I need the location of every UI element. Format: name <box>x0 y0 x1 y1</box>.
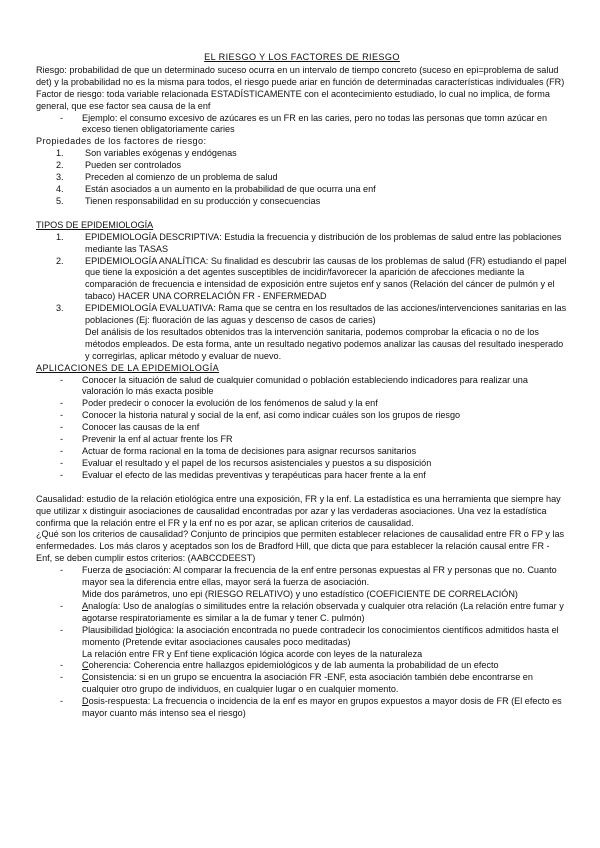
document-page <box>36 52 568 720</box>
spacer <box>36 482 568 494</box>
list-item <box>36 196 568 208</box>
criterios-paragraph: ¿Qué son los criterios de causalidad? Conjunto de principios que permiten establecer relaciones de causalidad entre FR o FP y las enfermedades. Los más claros y aceptados son los de Bradford Hill, que dicta que para establecer la relación causal entre FR - Enf, se deben cumplir estos criterios: (AABCCDEEST) <box>36 529 565 564</box>
list-item: - Evaluar el resultado y el papel de los recursos asistenciales y puestos a su disposición <box>36 458 568 470</box>
propiedades-list <box>36 148 568 208</box>
riesgo-definition: Riesgo: probabilidad de que un determinado suceso ocurra en un intervalo de tiempo concreto (suceso en epi=problema de salud det) y la probabilidad no es la misma para todos, el riesgo puede ariar en función de determinadas características individuales (FR) <box>36 64 565 87</box>
criterio-initial: C <box>82 660 89 671</box>
criterio-text: nalogía: Uso de analogías o similitudes entre la relación observada y cualquier otra relación (La relación entre fumar y agotarse respiratoriamente es similar a la de fumar y tener C. pulmón) <box>82 600 564 623</box>
list-item <box>36 172 568 184</box>
list-item <box>36 184 568 196</box>
list-item: - Ejemplo: el consumo excesivo de azúcares es un FR en las caries, pero no todas las personas que tomn azúcar en exceso tienen obligatoriamente caries <box>36 113 568 137</box>
propiedades-heading: Propiedades de los factores de riesgo: <box>36 136 207 147</box>
criterio-initial: b <box>135 624 141 635</box>
list-item <box>36 696 568 720</box>
item-text: Son variables exógenas y endógenas <box>85 148 237 159</box>
criterio-text: sociación: Al comparar la frecuencia de la enf entre personas expuestas al FR y personas que no. Cuanto mayor sea la diferencia entre ellas, mayor será la fuerza de asociación. <box>82 565 557 588</box>
factor-riesgo-definition: Factor de riesgo: toda variable relacionada ESTADÍSTICAMENTE con el acontecimiento estudiado, lo cual no implica, de forma general, que ese factor sea causa de la enf <box>36 88 550 111</box>
list-item: - Prevenir la enf al actuar frente los FR <box>36 434 568 446</box>
item-number: 4. <box>56 183 64 194</box>
item-number: 1. <box>56 231 64 242</box>
criterio-initial: D <box>82 696 89 707</box>
list-item <box>36 148 568 160</box>
criterio-initial: a <box>125 565 131 576</box>
item-text: Pueden ser controlados <box>85 160 182 171</box>
list-item <box>36 232 568 256</box>
item-number: 3. <box>56 303 64 314</box>
tipos-heading: TIPOS DE EPIDEMIOLOGÍA <box>36 219 154 230</box>
list-item <box>36 672 568 696</box>
list-item: - Evaluar el efecto de las medidas preventivas y terapéuticas para hacer frente a la enf <box>36 470 568 482</box>
item-number: 2. <box>56 160 64 171</box>
item-text: Preceden al comienzo de un problema de salud <box>85 172 278 183</box>
ejemplo-list <box>36 113 568 137</box>
list-item: - Poder predecir o conocer la evolución de los fenómenos de salud y la enf <box>36 398 568 410</box>
criterio-extra-text: Mide dos parámetros, uno epi (RIESGO RELATIVO) y uno estadístico (COEFICIENTE DE CORRELACIÓN) <box>82 588 518 599</box>
item-text: EPIDEMIOLOGÍA ANALÍTICA: Su finalidad es descubrir las causas de los problemas de salud (FR) estudiando el papel que tiene la exposición a det agentes susceptibles de incidir/favorecer la aparición de afecciones mediante la comparación de frecuencia e intensidad de exposición entre sujetos enf y sanos (Relación del cáncer de pulmón y el tabaco) HACER UNA CORRELACIÓN FR - ENFERMEDAD <box>85 255 567 302</box>
criterio-text: iológica: la asociación encontrada no puede contradecir los conocimientos científicos admitidos hasta el momento (Pretende evitar asociaciones causales poco meditadas) <box>82 624 559 647</box>
page-title: EL RIESGO Y LOS FACTORES DE RIESGO <box>204 52 400 62</box>
criterio-prefix: Fuerza de <box>82 565 126 576</box>
list-item: - Conocer las causas de la enf <box>36 422 568 434</box>
list-item <box>36 160 568 172</box>
item-extra-text: Del análisis de los resultados obtenidos tras la intervención sanitaria, podemos comprobar la eficacia o no de los métodos empleados. De esta forma, ante un resultado negativo podemos analizar las causas del resultado inesperado y corregirlas, aplicar método y evaluar de nuevo. <box>85 326 564 361</box>
criterio-initial: C <box>82 672 89 683</box>
aplicaciones-list <box>36 375 568 482</box>
criterio-text: onsistencia: si en un grupo se encuentra la asociación FR -ENF, esta asociación también debe encontrarse en cualquier otro grupo de individuos, en cualquier lugar o en cualquier momento. <box>82 672 533 695</box>
item-text: Tienen responsabilidad en su producción y consecuencias <box>85 195 321 206</box>
item-text: EPIDEMIOLOGÍA EVALUATIVA: Rama que se centra en los resultados de las acciones/intervenciones sanitarias en las poblaciones (Ej: fluoración de las aguas y descenso de casos de caries) <box>85 303 567 326</box>
list-item: - Actuar de forma racional en la toma de decisiones para asignar recursos sanitarios <box>36 446 568 458</box>
tipos-list <box>36 232 568 363</box>
item-number: 3. <box>56 172 64 183</box>
list-item: - Conocer la historia natural y social de la enf, así como indicar cuáles son los grupos de riesgo <box>36 410 568 422</box>
criterio-extra-text: La relación entre FR y Enf tiene explicación lógica acorde con leyes de la naturaleza <box>82 648 423 659</box>
causalidad-paragraph: Causalidad: estudio de la relación etiológica entre una exposición, FR y la enf. La estadística es una herramienta que siempre hay que utilizar x distinguir asociaciones de causalidad encontradas por azar y las verdaderas asociaciones. Una vez la estadística confirma que la relación entre el FR y la enf no es por azar, se aplican criterios de causalidad. <box>36 493 561 528</box>
criterio-text: oherencia: Coherencia entre hallazgos epidemiológicos y de lab aumenta la probabilidad de un efecto <box>88 660 499 671</box>
list-item: - Conocer la situación de salud de cualquier comunidad o población estableciendo indicadores para realizar una valoración lo más exacta posible <box>36 375 568 399</box>
list-item <box>36 625 568 661</box>
aplicaciones-heading: APLICACIONES DE LA EPIDEMIOLOGÍA <box>36 362 220 373</box>
list-item <box>36 303 568 363</box>
list-item <box>36 256 568 304</box>
item-number: 1. <box>56 148 64 159</box>
spacer <box>36 208 568 220</box>
list-item <box>36 660 568 672</box>
item-text: Están asociados a un aumento en la probabilidad de que ocurra una enf <box>85 183 376 194</box>
criterio-prefix: Plausibilidad <box>82 624 136 635</box>
item-number: 5. <box>56 195 64 206</box>
criterio-text: osis-respuesta: La frecuencia o incidencia de la enf es mayor en grupos expuestos a mayor dosis de FR (El efecto es mayor cuanto más intenso sea el riesgo) <box>82 696 562 719</box>
item-number: 2. <box>56 255 64 266</box>
list-item <box>36 565 568 601</box>
criterio-initial: A <box>82 600 89 611</box>
item-text: EPIDEMIOLOGÍA DESCRIPTIVA: Estudia la frecuencia y distribución de los problemas de salud entre las poblaciones mediante las TASAS <box>85 231 562 254</box>
list-item <box>36 601 568 625</box>
criterios-list <box>36 565 568 720</box>
